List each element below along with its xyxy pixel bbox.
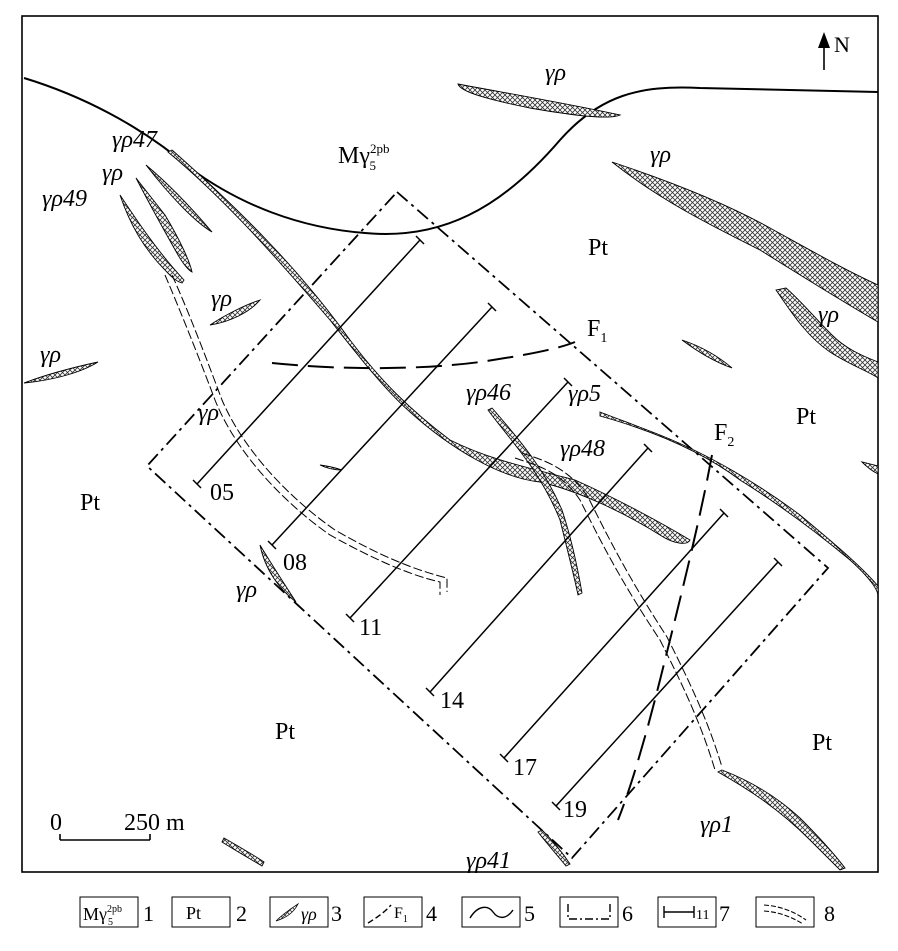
label-gp5: γρ5 [568, 381, 601, 407]
legend-item-7 [658, 897, 730, 927]
lens-gp-left [146, 165, 212, 232]
double-dashed-icon [764, 905, 806, 920]
label-pt-4: Pt [275, 719, 296, 745]
lens-small [320, 465, 342, 470]
profile-05 [193, 236, 424, 488]
label-gp-east: γρ [818, 302, 839, 328]
boundary-curve-icon [470, 907, 513, 918]
vein-gp41 [538, 830, 570, 866]
legend-num-7: 7 [719, 901, 730, 926]
legend-num-5: 5 [524, 901, 535, 926]
profile-19 [552, 558, 782, 810]
lens-west [24, 362, 98, 383]
legend-num-3: 3 [331, 901, 342, 926]
legend-item-2 [172, 897, 247, 927]
label-pt-2: Pt [796, 404, 817, 430]
lens-ne-large [612, 162, 878, 322]
profile-label-08: 08 [283, 550, 307, 576]
svg-text:Pt: Pt [186, 903, 202, 923]
legend-item-5 [462, 897, 535, 927]
label-gp41: γρ41 [466, 848, 511, 874]
profile-label-14: 14 [440, 688, 464, 714]
north-arrow-icon [818, 32, 830, 48]
scale-zero: 0 [50, 810, 62, 836]
legend-num-8: 8 [824, 901, 835, 926]
svg-text:11: 11 [696, 908, 710, 923]
scale-distance: 250 m [124, 810, 185, 836]
vein-gp-bottom [222, 838, 264, 866]
survey-area-boundary [147, 192, 828, 858]
legend-item-6 [560, 897, 633, 927]
lens-top [458, 84, 620, 117]
label-gp47: γρ47 [112, 127, 157, 153]
vein-gp5 [600, 412, 878, 596]
lens-mid-east [682, 340, 732, 368]
legend-num-4: 4 [426, 901, 437, 926]
label-gp-west: γρ [40, 342, 61, 368]
label-gp-inner: γρ [198, 400, 219, 426]
legend-num-6: 6 [622, 901, 633, 926]
svg-text:F1: $F_1$ [394, 905, 408, 925]
label-gp-top: γρ [545, 60, 566, 86]
profile-label-05: 05 [210, 480, 234, 506]
vein-gp47 [168, 150, 690, 543]
legend-item-3 [270, 897, 342, 927]
legend [80, 897, 835, 928]
label-gp-lower: γρ [236, 577, 257, 603]
granite-lenses [24, 84, 878, 602]
legend-item-1 [80, 897, 154, 928]
label-gp-mid: γρ [211, 286, 232, 312]
fault-f1-line [272, 342, 575, 368]
vein-gp1 [718, 770, 845, 870]
label-pt-5: Pt [812, 730, 833, 756]
label-fault-f1: $F_1$ [587, 316, 608, 346]
label-pt-3: Pt [80, 490, 101, 516]
profile-label-19: 19 [563, 797, 587, 823]
svg-text:Mγ2pb5: $M\gamma^{2pb}$ 5 [83, 904, 122, 928]
lens-east-small [862, 462, 878, 474]
legend-num-2: 2 [236, 901, 247, 926]
label-gp-ne: γρ [650, 142, 671, 168]
fault-line-icon [368, 905, 391, 923]
profile-11 [346, 378, 572, 622]
survey-area-icon [568, 904, 610, 919]
label-gp1: γρ1 [700, 812, 733, 838]
label-gp46: γρ46 [466, 380, 511, 406]
granite-veins [120, 150, 878, 870]
label-pt-1: Pt [588, 235, 609, 261]
svg-text:γρ: γρ [301, 904, 317, 924]
profile-label-17: 17 [513, 755, 537, 781]
profile-labels [210, 480, 587, 823]
label-gp-west-lens: γρ [102, 160, 123, 186]
profile-label-11: 11 [359, 615, 383, 641]
label-fault-f2: $F_2$ [714, 420, 735, 450]
label-gp49: γρ49 [42, 186, 87, 212]
label-mgp-granite: $M\gamma^{2pb}$ 5 [338, 141, 390, 173]
north-arrow [818, 32, 850, 70]
scale-bar [50, 810, 185, 840]
legend-item-8 [756, 897, 835, 927]
legend-num-1: 1 [143, 901, 154, 926]
granite-lens-icon [276, 904, 298, 921]
profile-08 [268, 303, 496, 549]
legend-item-4 [364, 897, 437, 927]
label-gp48: γρ48 [560, 436, 605, 462]
geological-boundary [24, 78, 878, 234]
north-label: N [834, 32, 850, 57]
